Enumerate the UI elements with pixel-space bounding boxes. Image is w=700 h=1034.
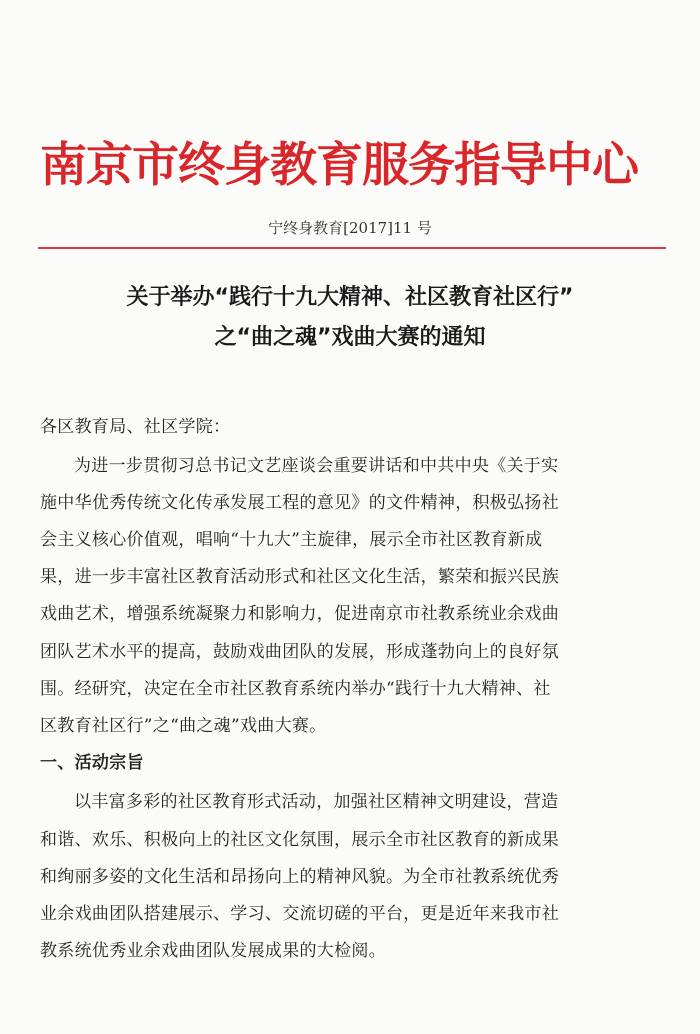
notice-title-line-2: 之“曲之魂”戏曲大赛的通知 — [214, 325, 486, 350]
paragraph-1-line: 围。经研究，决定在全市社区教育系统内举办“践行十九大精神、社 — [40, 679, 551, 699]
organization-title: 南京市终身教育服务指导中心 — [40, 138, 638, 193]
paragraph-1-line: 为进一步贯彻习总书记文艺座谈会重要讲话和中共中央《关于实 — [74, 456, 559, 476]
salutation: 各区教育局、社区学院： — [40, 417, 231, 437]
document-number: 宁终身教育[2017]11 号 — [268, 219, 432, 237]
paragraph-1-line: 团队艺术水平的提高，鼓励戏曲团队的发展，形成蓬勃向上的良好氛 — [40, 642, 559, 662]
paragraph-1-line: 会主义核心价值观，唱响“十九大”主旋律，展示全市社区教育新成 — [40, 530, 543, 550]
paragraph-1-line: 区教育社区行”之“曲之魂”戏曲大赛。 — [40, 716, 327, 736]
section-1-heading: 一、活动宗旨 — [40, 753, 144, 773]
header-divider — [38, 247, 666, 249]
paragraph-1-line: 戏曲艺术，增强系统凝聚力和影响力，促进南京市社教系统业余戏曲 — [40, 604, 559, 624]
paragraph-2-line: 和谐、欢乐、积极向上的社区文化氛围，展示全市社区教育的新成果 — [40, 830, 559, 850]
paragraph-2-line: 业余戏曲团队搭建展示、学习、交流切磋的平台，更是近年来我市社 — [40, 904, 559, 924]
paragraph-1-line: 果，进一步丰富社区教育活动形式和社区文化生活，繁荣和振兴民族 — [40, 567, 559, 587]
paragraph-2-line: 和绚丽多姿的文化生活和昂扬向上的精神风貌。为全市社教系统优秀 — [40, 867, 559, 887]
notice-title-line-1: 关于举办“践行十九大精神、社区教育社区行” — [126, 285, 574, 310]
paragraph-1-line: 施中华优秀传统文化传承发展工程的意见》的文件精神，积极弘扬社 — [40, 493, 559, 513]
paragraph-2-line: 以丰富多彩的社区教育形式活动，加强社区精神文明建设，营造 — [74, 792, 559, 812]
paragraph-2-line: 教系统优秀业余戏曲团队发展成果的大检阅。 — [40, 941, 386, 961]
